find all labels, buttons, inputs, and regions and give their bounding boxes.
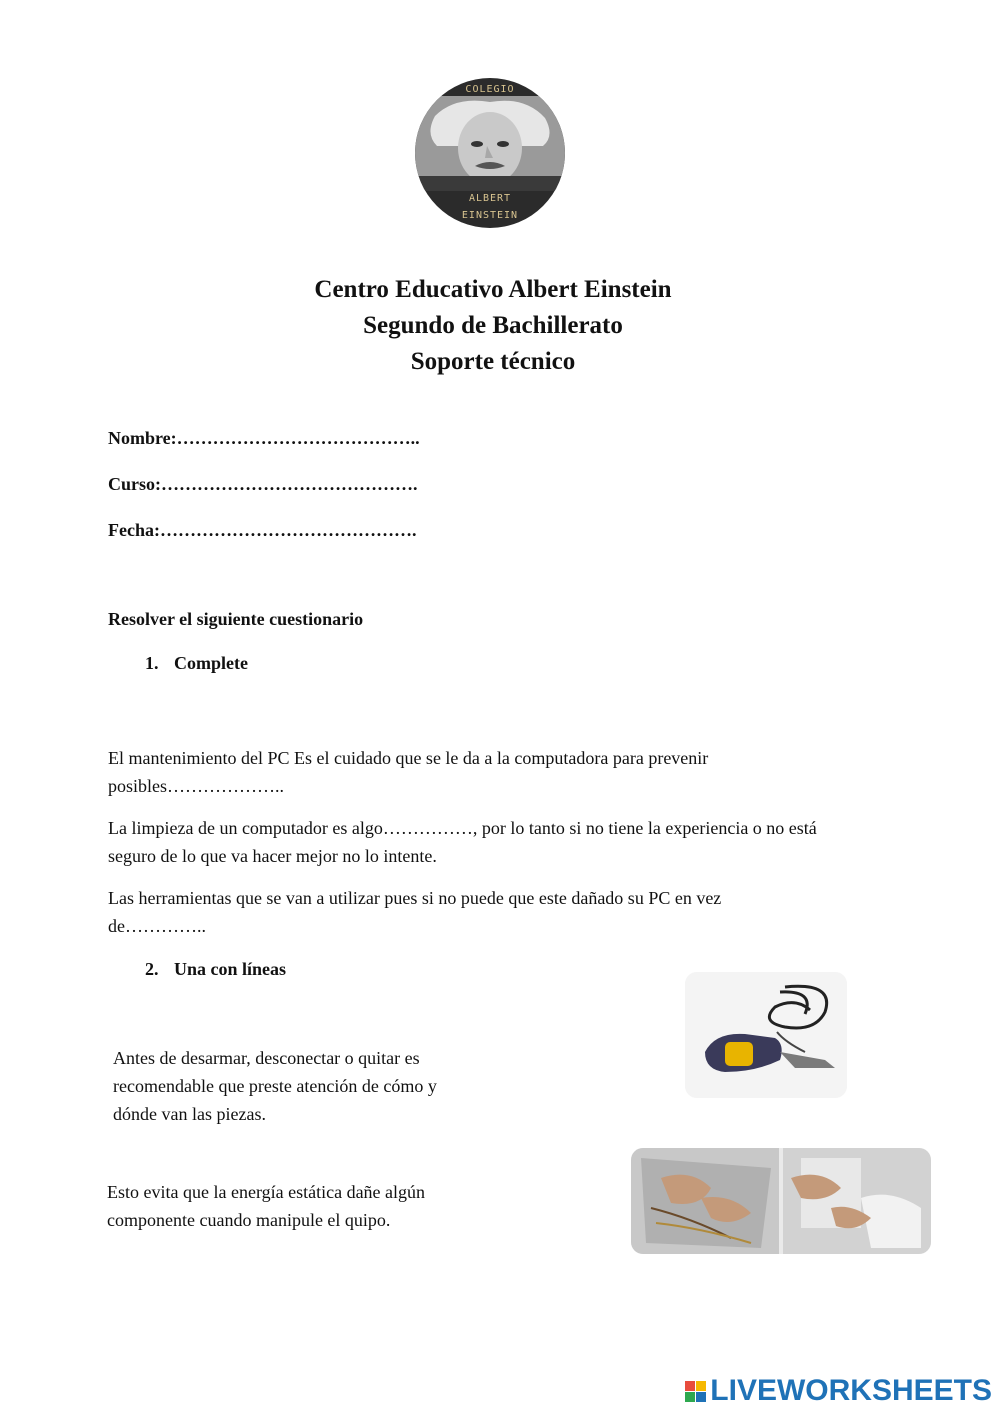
einstein-portrait-icon <box>415 96 565 191</box>
question-1-line1: El mantenimiento del PC Es el cuidado que se le da a la computadora para prevenir <box>108 748 709 768</box>
section1-title: Complete <box>174 653 248 673</box>
section2-number: 2. <box>145 959 159 979</box>
question-3 <box>108 884 988 940</box>
match-item-2[interactable] <box>107 1178 527 1234</box>
logo-bottom-line2: EINSTEIN <box>461 210 519 221</box>
logo-bottom-text <box>415 190 565 224</box>
course-field[interactable]: Curso:……………………………………. <box>108 474 418 494</box>
date-field[interactable]: Fecha:……………………………………. <box>108 520 417 540</box>
question-2-line2: seguro de lo que va hacer mejor no lo intente. <box>108 846 437 866</box>
match-item-1-line1: Antes de desarmar, desconectar o quitar es <box>113 1048 420 1068</box>
antistatic-wristband-image[interactable] <box>685 972 847 1098</box>
name-field[interactable]: Nombre:………………………………….. <box>108 428 420 448</box>
match-item-2-line1: Esto evita que la energía estática dañe algún <box>107 1182 426 1202</box>
match-item-1-line3: dónde van las piezas. <box>113 1104 266 1124</box>
subject-heading: Soporte técnico <box>410 348 576 375</box>
school-logo <box>415 78 565 228</box>
instructions-text: Resolver el siguiente cuestionario <box>108 609 364 629</box>
section1-number: 1. <box>145 653 159 673</box>
match-item-1-line2: recomendable que preste atención de cómo y <box>113 1076 437 1096</box>
school-name-heading: Centro Educativo Albert Einstein <box>314 276 672 303</box>
liveworksheets-brand <box>685 1374 992 1408</box>
question-3-line1: Las herramientas que se van a utilizar pues si no puede que este dañado su PC en vez <box>108 888 722 908</box>
pc-repair-icon <box>631 1148 931 1254</box>
question-2-line1[interactable]: La limpieza de un computador es algo……………, por lo tanto si no tiene la experiencia o no está <box>108 818 817 838</box>
logo-bottom-line1: ALBERT <box>468 193 512 204</box>
question-1-line2[interactable]: posibles……………….. <box>108 776 285 796</box>
brand-text: LIVEWORKSHEETS <box>710 1374 992 1407</box>
wristband-icon <box>685 972 847 1098</box>
question-3-line2[interactable]: de………….. <box>108 916 206 936</box>
section2-title: Una con líneas <box>174 959 287 979</box>
match-item-1[interactable] <box>113 1044 533 1128</box>
grade-heading: Segundo de Bachillerato <box>363 312 623 339</box>
question-2 <box>108 814 988 870</box>
logo-top-text: COLEGIO <box>465 84 515 95</box>
liveworksheets-logo-icon <box>685 1381 706 1402</box>
question-1 <box>108 744 988 800</box>
pc-repair-image[interactable] <box>631 1148 931 1254</box>
match-item-2-line2: componente cuando manipule el quipo. <box>107 1210 391 1230</box>
